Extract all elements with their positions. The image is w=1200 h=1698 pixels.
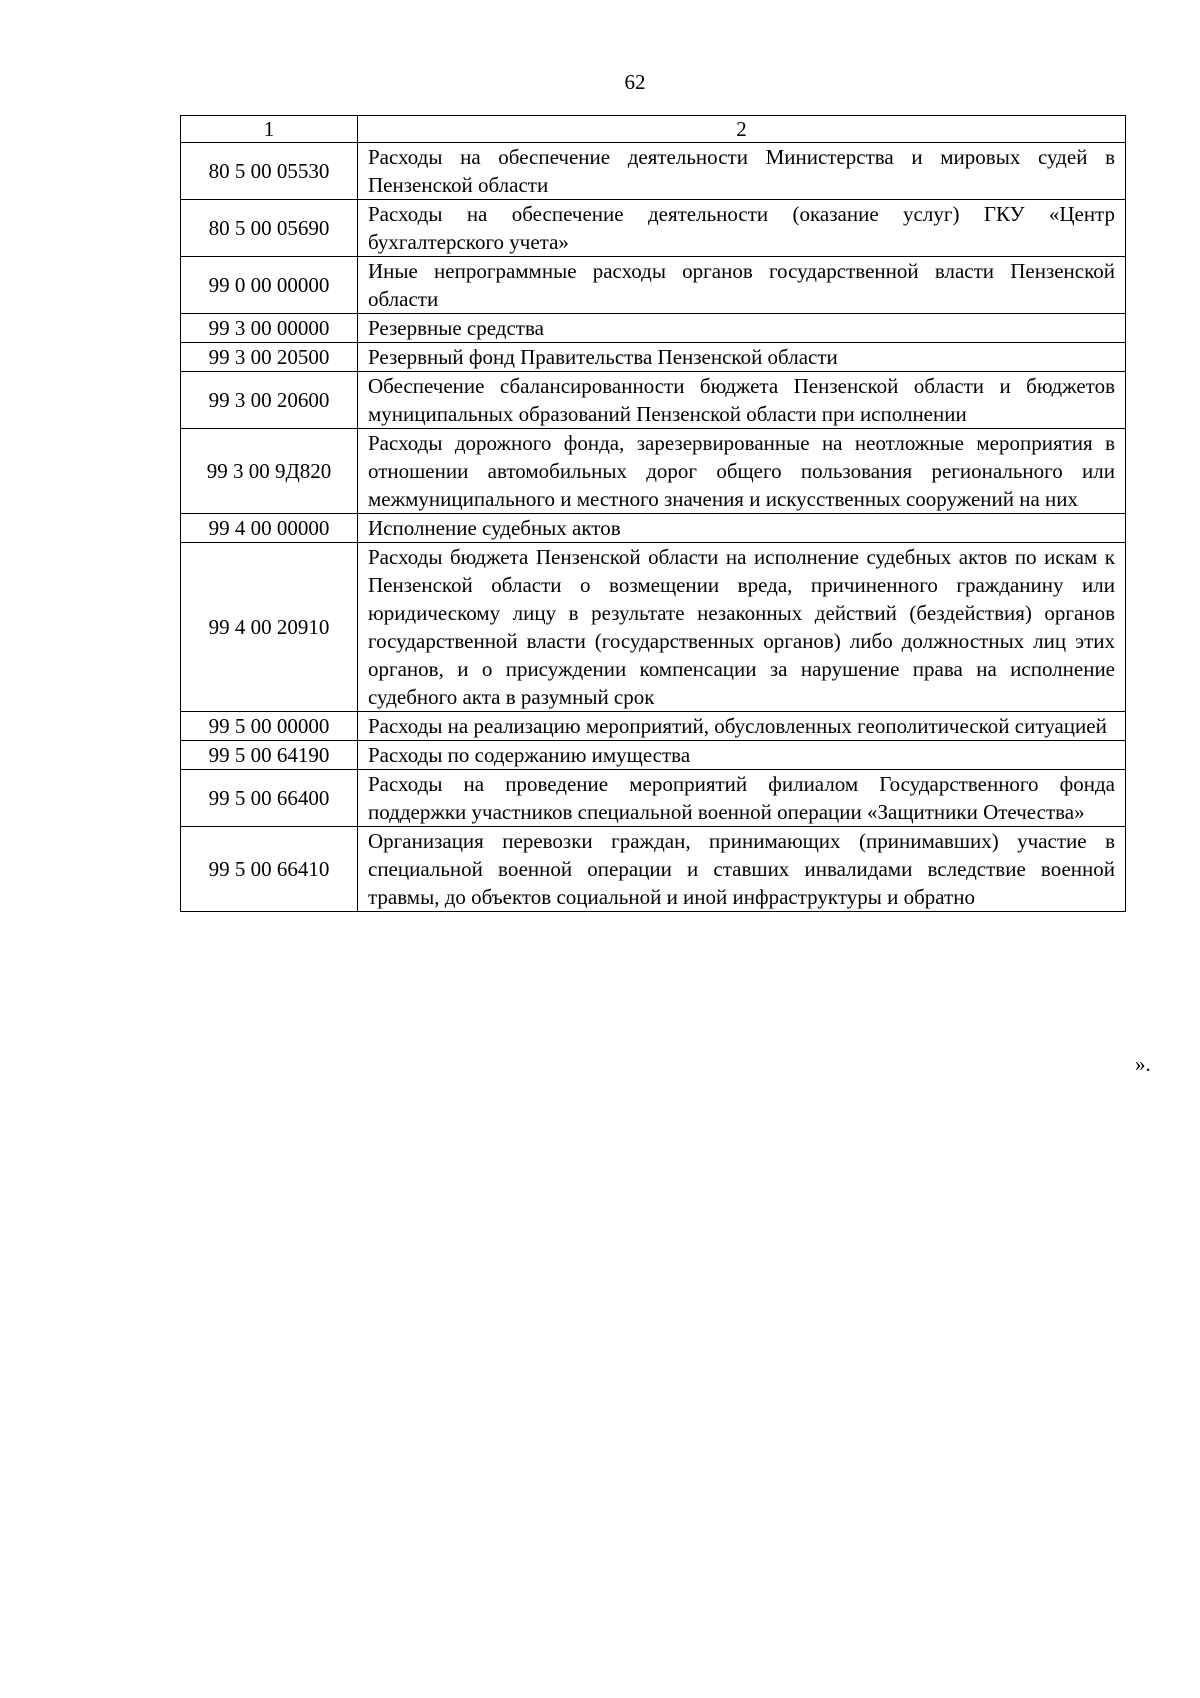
row-description: Резервные средства (358, 314, 1126, 343)
page-number: 62 (624, 70, 646, 94)
row-description: Организация перевозки граждан, принимающих (принимавших) участие в специальной военной операции и ставших инвалидами вследствие военной травмы, до объектов социальной и иной инфраструктуры и обратно (358, 827, 1126, 912)
row-description: Расходы на проведение мероприятий филиалом Государственного фонда поддержки участников специальной военной операции «Защитники Отечества» (358, 770, 1126, 827)
table-row (181, 770, 1126, 827)
row-code: 99 5 00 66400 (181, 770, 358, 827)
row-code: 99 3 00 20500 (181, 343, 358, 372)
row-description: Расходы на реализацию мероприятий, обусловленных геополитической ситуацией (358, 712, 1126, 741)
row-description: Исполнение судебных актов (358, 514, 1126, 543)
row-code: 99 3 00 20600 (181, 372, 358, 429)
row-description: Расходы бюджета Пензенской области на исполнение судебных актов по искам к Пензенской области о возмещении вреда, причиненного гражданину или юридическому лицу в результате незаконных действий (бездействия) органов государственной власти (государственных органов) либо должностных лиц этих органов, и о присуждении компенсации за нарушение права на исполнение судебного акта в разумный срок (358, 543, 1126, 712)
table-header-row (181, 116, 1126, 143)
row-description: Расходы на обеспечение деятельности Министерства и мировых судей в Пензенской области (358, 143, 1126, 200)
column-header-2: 2 (358, 116, 1126, 143)
table-row (181, 514, 1126, 543)
table-row (181, 712, 1126, 741)
row-code: 99 4 00 00000 (181, 514, 358, 543)
row-code: 99 3 00 00000 (181, 314, 358, 343)
row-description: Резервный фонд Правительства Пензенской области (358, 343, 1126, 372)
table-row (181, 143, 1126, 200)
row-description: Расходы на обеспечение деятельности (оказание услуг) ГКУ «Центр бухгалтерского учета» (358, 200, 1126, 257)
row-code: 99 5 00 64190 (181, 741, 358, 770)
table-row (181, 372, 1126, 429)
row-description: Расходы дорожного фонда, зарезервированные на неотложные мероприятия в отношении автомобильных дорог общего пользования регионального или межмуниципального и местного значения и искусственных сооружений на них (358, 429, 1126, 514)
row-code: 99 4 00 20910 (181, 543, 358, 712)
row-code: 99 3 00 9Д820 (181, 429, 358, 514)
row-code: 80 5 00 05690 (181, 200, 358, 257)
column-header-1: 1 (181, 116, 358, 143)
row-description: Обеспечение сбалансированности бюджета Пензенской области и бюджетов муниципальных образований Пензенской области при исполнении (358, 372, 1126, 429)
table-row (181, 543, 1126, 712)
table-row (181, 200, 1126, 257)
row-code: 99 0 00 00000 (181, 257, 358, 314)
closing-quote-mark: ». (1135, 1052, 1151, 1076)
table-row (181, 827, 1126, 912)
row-code: 99 5 00 00000 (181, 712, 358, 741)
table-row (181, 429, 1126, 514)
table-row (181, 257, 1126, 314)
row-code: 99 5 00 66410 (181, 827, 358, 912)
row-code: 80 5 00 05530 (181, 143, 358, 200)
row-description: Иные непрограммные расходы органов государственной власти Пензенской области (358, 257, 1126, 314)
table-row (181, 343, 1126, 372)
budget-classification-table (180, 115, 1126, 912)
row-description: Расходы по содержанию имущества (358, 741, 1126, 770)
table-row (181, 314, 1126, 343)
table-row (181, 741, 1126, 770)
